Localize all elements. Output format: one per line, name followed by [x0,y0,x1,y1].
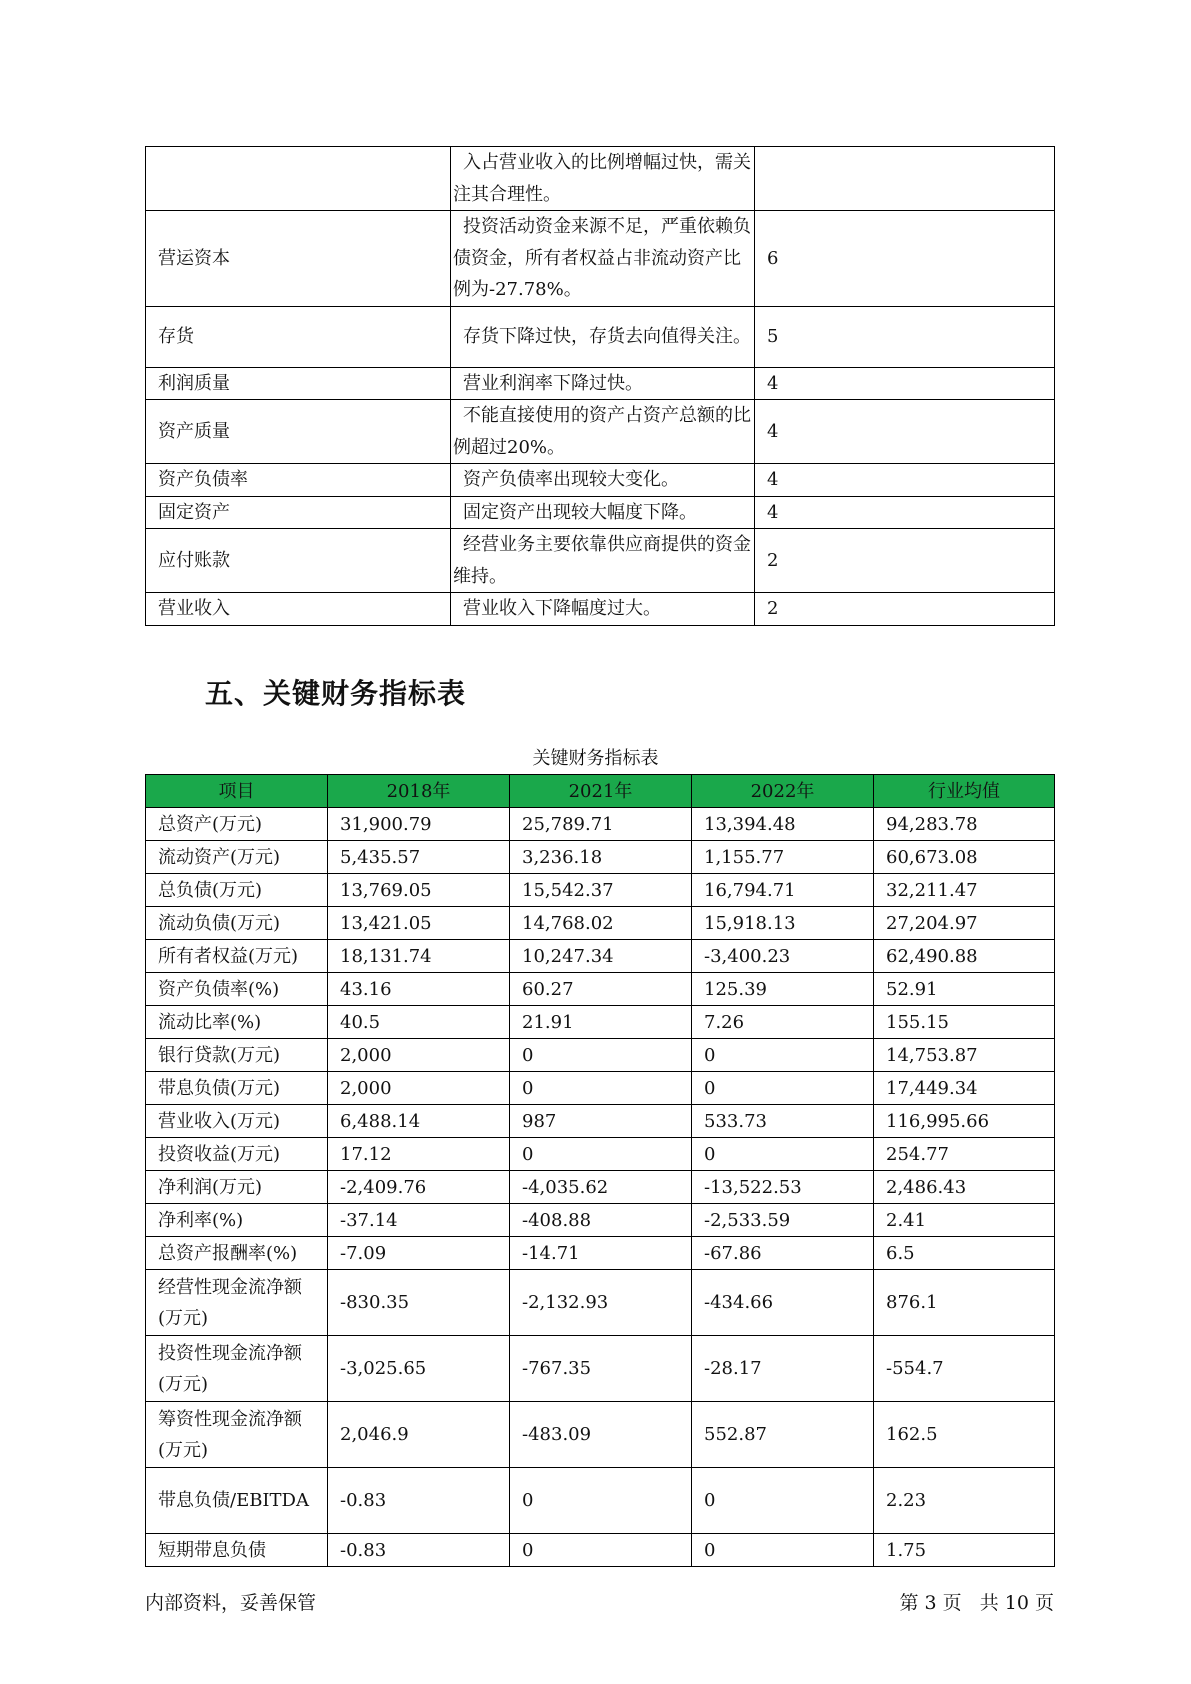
risk-item: 利润质量 [146,367,451,400]
footer-page-number: 第 3 页 共 10 页 [899,1592,1054,1614]
kpi-row [146,907,1055,940]
kpi-industry-avg: 876.1 [874,1270,1055,1336]
risk-score: 4 [755,496,1055,529]
kpi-row [146,1105,1055,1138]
kpi-industry-avg: 254.77 [874,1138,1055,1171]
kpi-2021: 3,236.18 [510,841,692,874]
risk-row [146,496,1055,529]
risk-item: 营运资本 [146,211,451,307]
risk-score [755,147,1055,211]
kpi-item: 总资产(万元) [146,808,328,841]
kpi-2018: 5,435.57 [328,841,510,874]
risk-item: 应付账款 [146,529,451,593]
kpi-industry-avg: 52.91 [874,973,1055,1006]
kpi-industry-avg: 94,283.78 [874,808,1055,841]
kpi-2022: -2,533.59 [692,1204,874,1237]
kpi-2018: -830.35 [328,1270,510,1336]
risk-row [146,367,1055,400]
kpi-industry-avg: 32,211.47 [874,874,1055,907]
kpi-2021: -767.35 [510,1336,692,1402]
kpi-2018: -7.09 [328,1237,510,1270]
kpi-item: 净利率(%) [146,1204,328,1237]
kpi-item: 短期带息负债 [146,1534,328,1567]
risk-score: 5 [755,306,1055,367]
kpi-2022: 7.26 [692,1006,874,1039]
risk-description: 入占营业收入的比例增幅过快，需关注其合理性。 [451,147,755,211]
kpi-2021: -408.88 [510,1204,692,1237]
kpi-2021: 0 [510,1072,692,1105]
kpi-2021: 15,542.37 [510,874,692,907]
kpi-2021: 25,789.71 [510,808,692,841]
kpi-industry-avg: 162.5 [874,1402,1055,1468]
kpi-2022: 0 [692,1138,874,1171]
kpi-industry-avg: -554.7 [874,1336,1055,1402]
kpi-2022: 15,918.13 [692,907,874,940]
kpi-row [146,874,1055,907]
kpi-industry-avg: 116,995.66 [874,1105,1055,1138]
kpi-row [146,1237,1055,1270]
kpi-row [146,1534,1055,1567]
kpi-2022: -3,400.23 [692,940,874,973]
risk-description: 营业收入下降幅度过大。 [451,593,755,626]
risk-row [146,306,1055,367]
kpi-2018: 17.12 [328,1138,510,1171]
kpi-row [146,1138,1055,1171]
kpi-row [146,1336,1055,1402]
kpi-row [146,1072,1055,1105]
kpi-item: 带息负债/EBITDA [146,1468,328,1534]
kpi-row [146,1006,1055,1039]
risk-description: 固定资产出现较大幅度下降。 [451,496,755,529]
risk-score: 2 [755,529,1055,593]
kpi-2022: 0 [692,1072,874,1105]
kpi-row [146,1204,1055,1237]
kpi-item: 所有者权益(万元) [146,940,328,973]
kpi-2018: 2,000 [328,1039,510,1072]
kpi-row [146,1270,1055,1336]
kpi-2018: 13,421.05 [328,907,510,940]
kpi-item: 流动资产(万元) [146,841,328,874]
kpi-2022: -67.86 [692,1237,874,1270]
risk-item: 存货 [146,306,451,367]
kpi-item: 投资收益(万元) [146,1138,328,1171]
risk-row [146,147,1055,211]
risk-item [146,147,451,211]
risk-item: 营业收入 [146,593,451,626]
kpi-industry-avg: 155.15 [874,1006,1055,1039]
risk-description: 营业利润率下降过快。 [451,367,755,400]
kpi-item: 带息负债(万元) [146,1072,328,1105]
kpi-industry-avg: 2.41 [874,1204,1055,1237]
kpi-2021: 14,768.02 [510,907,692,940]
kpi-2018: 40.5 [328,1006,510,1039]
risk-score: 4 [755,367,1055,400]
kpi-2021: 10,247.34 [510,940,692,973]
kpi-2018: -3,025.65 [328,1336,510,1402]
kpi-2022: 533.73 [692,1105,874,1138]
risk-row [146,400,1055,464]
kpi-2022: 1,155.77 [692,841,874,874]
kpi-2018: -0.83 [328,1468,510,1534]
kpi-2021: -4,035.62 [510,1171,692,1204]
kpi-item: 银行贷款(万元) [146,1039,328,1072]
kpi-item: 流动负债(万元) [146,907,328,940]
kpi-2022: 0 [692,1039,874,1072]
table-caption: 关键财务指标表 [532,748,659,769]
kpi-2018: 43.16 [328,973,510,1006]
risk-item: 资产质量 [146,400,451,464]
risk-row [146,593,1055,626]
kpi-industry-avg: 2.23 [874,1468,1055,1534]
kpi-2022: -434.66 [692,1270,874,1336]
kpi-2018: 6,488.14 [328,1105,510,1138]
kpi-row [146,940,1055,973]
risk-row [146,529,1055,593]
kpi-2021: 60.27 [510,973,692,1006]
kpi-2021: -14.71 [510,1237,692,1270]
risk-score: 4 [755,464,1055,497]
kpi-header-row [146,775,1055,808]
risk-item: 固定资产 [146,496,451,529]
kpi-2022: -13,522.53 [692,1171,874,1204]
risk-description: 不能直接使用的资产占资产总额的比例超过20%。 [451,400,755,464]
kpi-item: 总资产报酬率(%) [146,1237,328,1270]
kpi-2022: 0 [692,1468,874,1534]
kpi-industry-avg: 1.75 [874,1534,1055,1567]
risk-description: 经营业务主要依靠供应商提供的资金维持。 [451,529,755,593]
kpi-row [146,973,1055,1006]
kpi-row [146,1468,1055,1534]
kpi-row [146,1171,1055,1204]
kpi-industry-avg: 2,486.43 [874,1171,1055,1204]
kpi-industry-avg: 17,449.34 [874,1072,1055,1105]
kpi-item: 营业收入(万元) [146,1105,328,1138]
kpi-2022: -28.17 [692,1336,874,1402]
kpi-table [145,774,1055,1567]
kpi-industry-avg: 62,490.88 [874,940,1055,973]
kpi-2022: 13,394.48 [692,808,874,841]
kpi-2021: 0 [510,1534,692,1567]
kpi-item: 净利润(万元) [146,1171,328,1204]
risk-table [145,146,1055,626]
kpi-2022: 0 [692,1534,874,1567]
kpi-industry-avg: 60,673.08 [874,841,1055,874]
header-2021: 2021年 [510,775,692,808]
kpi-2022: 125.39 [692,973,874,1006]
kpi-2018: 18,131.74 [328,940,510,973]
risk-description: 投资活动资金来源不足，严重依赖负债资金，所有者权益占非流动资产比例为-27.78%。 [451,211,755,307]
kpi-row [146,841,1055,874]
kpi-industry-avg: 27,204.97 [874,907,1055,940]
kpi-2018: 31,900.79 [328,808,510,841]
kpi-2021: 987 [510,1105,692,1138]
kpi-2021: -2,132.93 [510,1270,692,1336]
kpi-2022: 16,794.71 [692,874,874,907]
kpi-row [146,808,1055,841]
kpi-2018: -2,409.76 [328,1171,510,1204]
header-2022: 2022年 [692,775,874,808]
kpi-row [146,1402,1055,1468]
kpi-2021: -483.09 [510,1402,692,1468]
header-item: 项目 [146,775,328,808]
kpi-2018: -0.83 [328,1534,510,1567]
kpi-2018: 2,046.9 [328,1402,510,1468]
kpi-item: 筹资性现金流净额(万元) [146,1402,328,1468]
kpi-2021: 0 [510,1138,692,1171]
kpi-item: 经营性现金流净额(万元) [146,1270,328,1336]
header-industry-avg: 行业均值 [874,775,1055,808]
kpi-industry-avg: 14,753.87 [874,1039,1055,1072]
risk-score: 6 [755,211,1055,307]
risk-item: 资产负债率 [146,464,451,497]
section-heading: 五、关键财务指标表 [205,677,467,710]
risk-score: 4 [755,400,1055,464]
kpi-2018: -37.14 [328,1204,510,1237]
kpi-row [146,1039,1055,1072]
risk-row [146,211,1055,307]
kpi-2022: 552.87 [692,1402,874,1468]
kpi-item: 资产负债率(%) [146,973,328,1006]
kpi-item: 投资性现金流净额(万元) [146,1336,328,1402]
kpi-industry-avg: 6.5 [874,1237,1055,1270]
footer-confidential: 内部资料，妥善保管 [145,1592,317,1614]
kpi-2021: 0 [510,1468,692,1534]
kpi-item: 总负债(万元) [146,874,328,907]
risk-description: 存货下降过快，存货去向值得关注。 [451,306,755,367]
risk-description: 资产负债率出现较大变化。 [451,464,755,497]
header-2018: 2018年 [328,775,510,808]
kpi-item: 流动比率(%) [146,1006,328,1039]
kpi-2018: 13,769.05 [328,874,510,907]
risk-score: 2 [755,593,1055,626]
kpi-2021: 21.91 [510,1006,692,1039]
kpi-2021: 0 [510,1039,692,1072]
kpi-2018: 2,000 [328,1072,510,1105]
risk-row [146,464,1055,497]
